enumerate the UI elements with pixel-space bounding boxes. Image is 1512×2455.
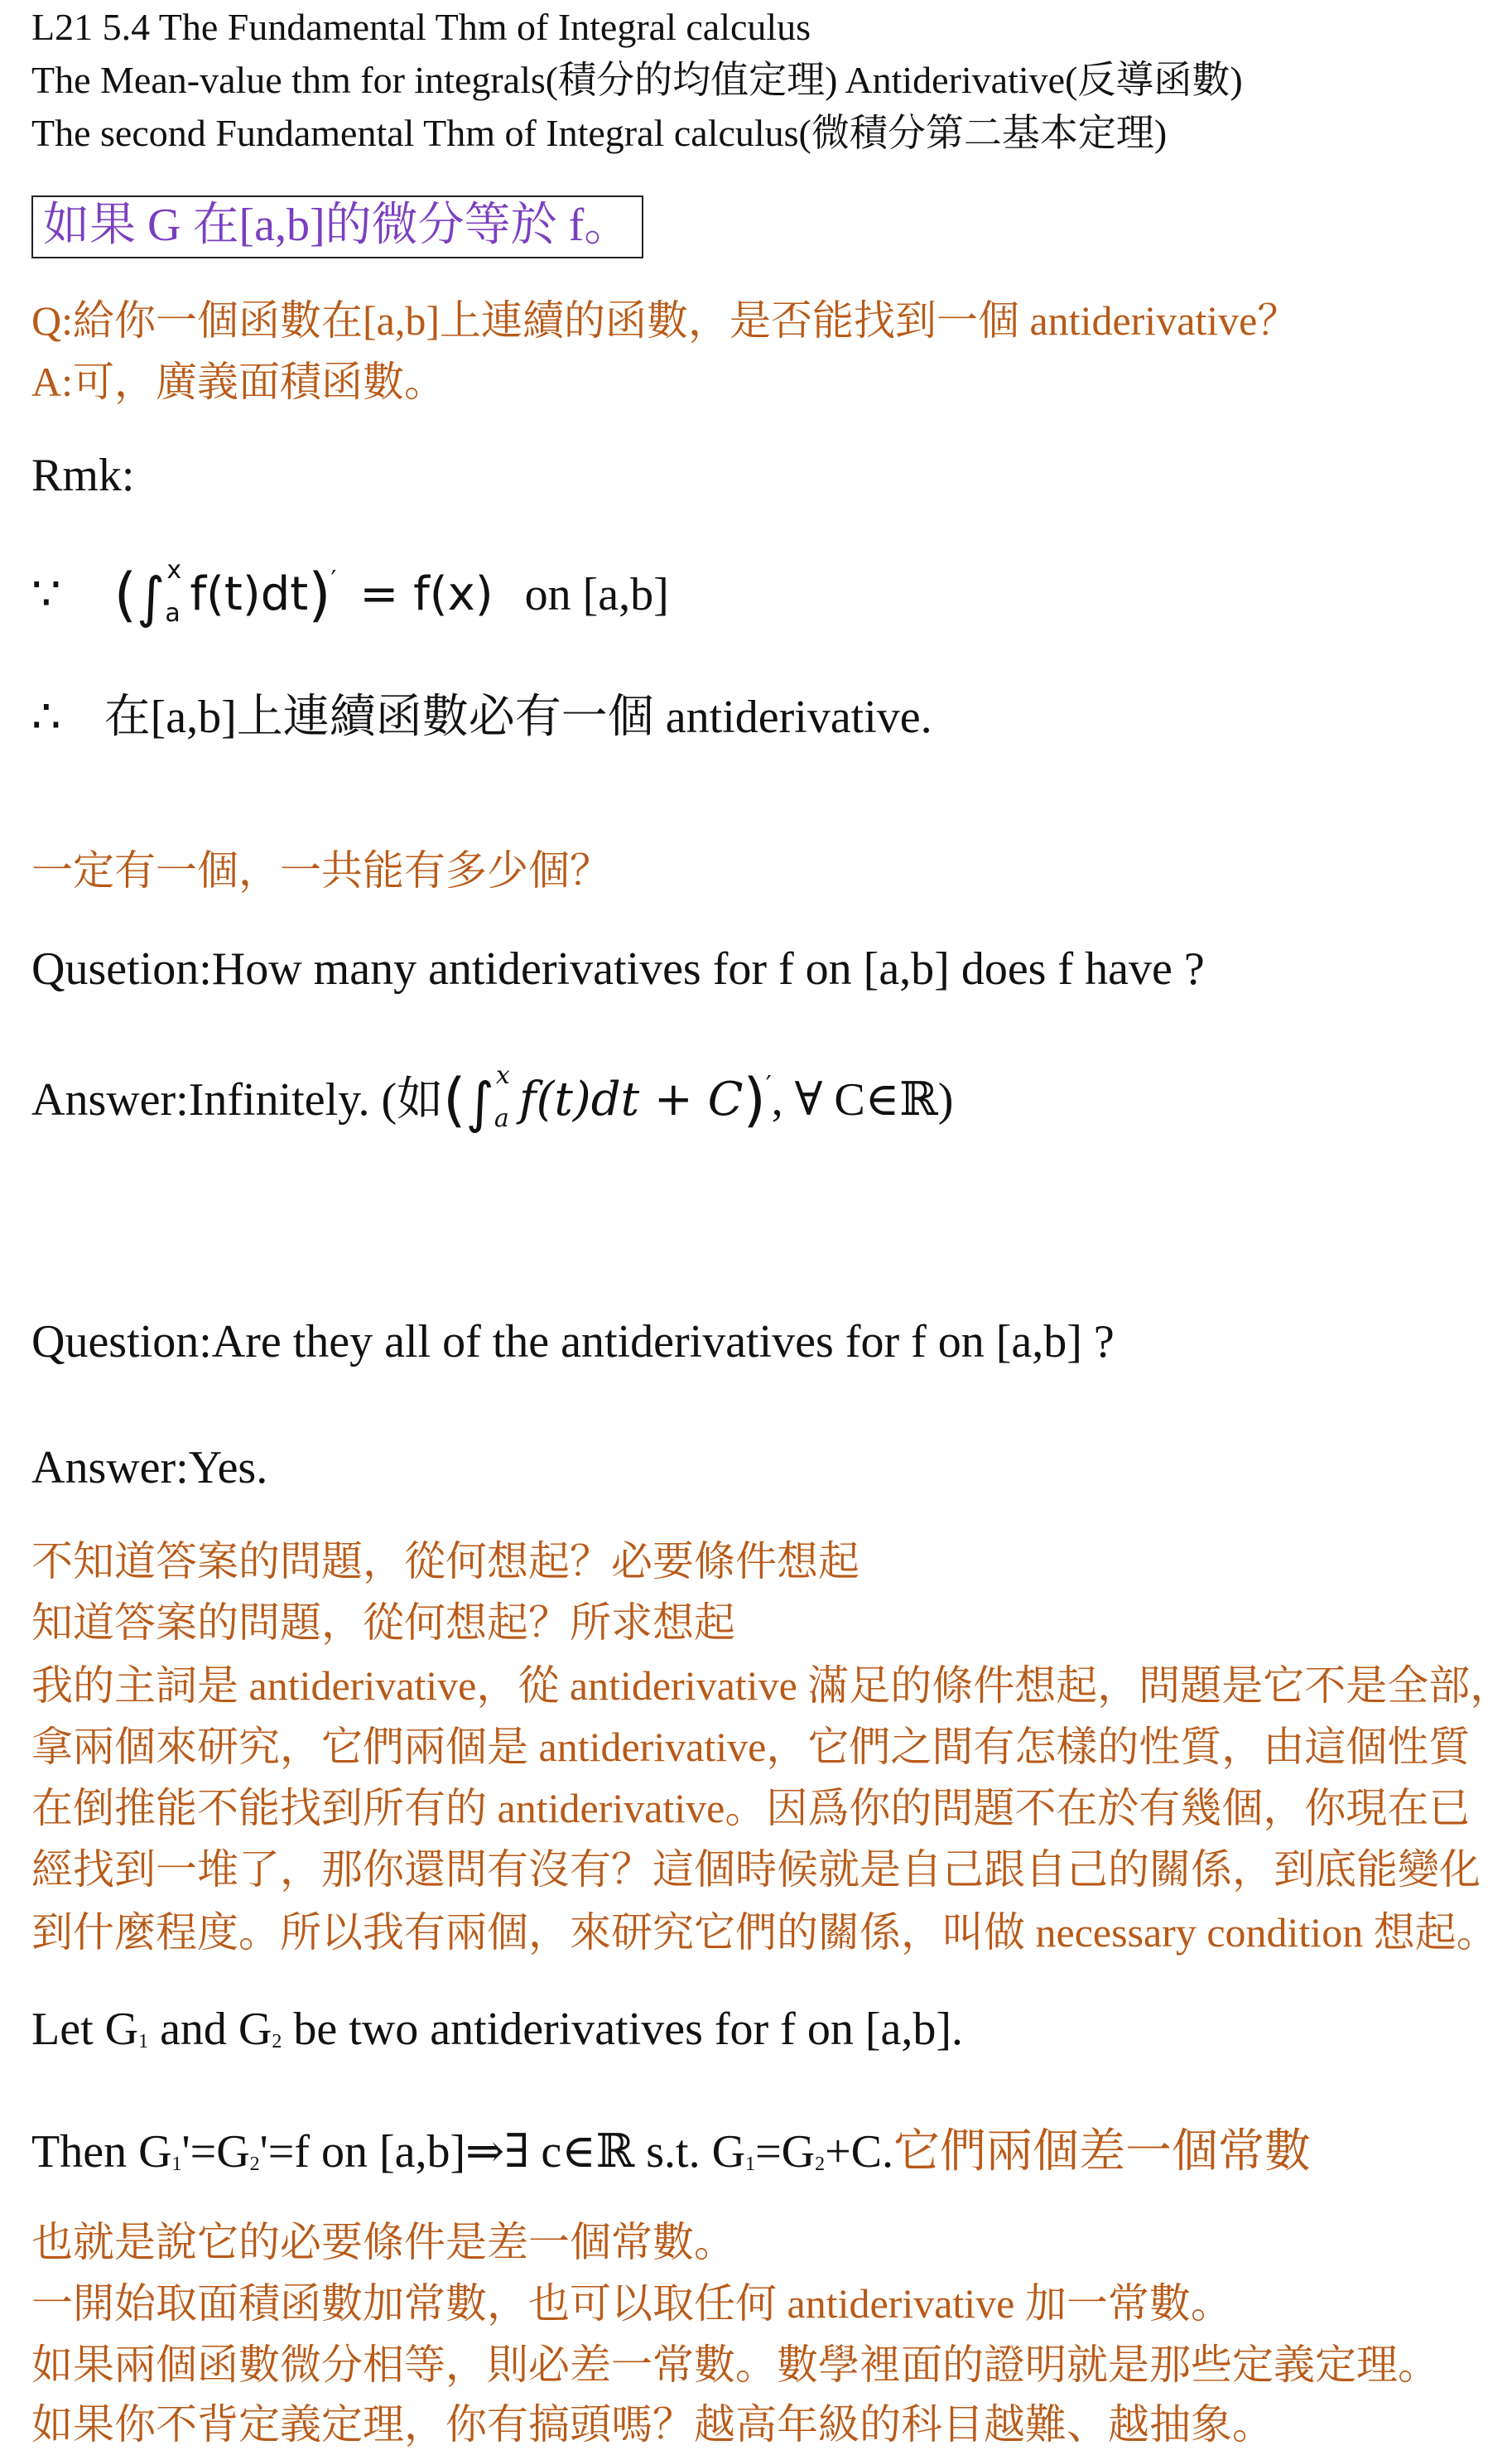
remark-label: Rmk: (31, 450, 135, 501)
answer-prefix: Answer:Infinitely. (如 (31, 1074, 444, 1126)
answer-infinitely: Answer:Infinitely. (如(∫ x a f(t)dt + C)′, ∀ C∈ℝ) (31, 1061, 954, 1135)
discussion-line: 知道答案的問題，從何想起？所求想起 (31, 1599, 735, 1646)
header-line-2: The Mean-value thm for integrals(積分的均值定理) Antiderivative(反導函數) (31, 59, 1243, 101)
because-symbol: ∵ (31, 569, 61, 620)
therefore-symbol: ∴ (31, 692, 61, 743)
closing-line: 一開始取面積函數加常數，也可以取任何 antiderivative 加一常數。 (31, 2280, 1232, 2327)
close-paren: ) (308, 561, 331, 629)
header-line-1: L21 5.4 The Fundamental Thm of Integral calculus (31, 6, 811, 48)
lower-limit: a (494, 1104, 509, 1133)
then-statement: Then G1'=G2'=f on [a,b]⇒∃ c∈ℝ s.t. G1=G2+C.它們兩個差一個常數 (31, 2126, 1312, 2178)
question-how-many: Qusetion:How many antiderivatives for f on [a,b] does f have ? (31, 943, 1205, 995)
discussion-line: 拿兩個來研究，它們兩個是 antiderivative，它們之間有怎樣的性質，由這個性質 (31, 1724, 1471, 1770)
prime-mark: ′ (765, 1071, 772, 1100)
prime-mark: ′ (330, 566, 337, 595)
boxed-definition-note: 如果 G 在[a,b]的微分等於 f。 (31, 195, 643, 258)
discussion-line: 不知道答案的問題，從何想起？必要條件想起 (31, 1538, 860, 1584)
equals-fx: = f(x) (359, 567, 494, 621)
closing-line: 也就是說它的必要條件是差一個常數。 (31, 2219, 735, 2265)
question-all-antiderivatives: Question:Are they all of the antiderivatives for f on [a,b] ? (31, 1316, 1115, 1367)
integral-sign: ∫ (136, 566, 166, 629)
constant-difference-note: 它們兩個差一個常數 (893, 2126, 1312, 2178)
interval-text: on [a,b] (524, 569, 669, 620)
lower-limit: a (165, 599, 181, 628)
answer-yes: Answer:Yes. (31, 1442, 268, 1493)
upper-limit: x (495, 1061, 510, 1090)
answer-area-function: A:可，廣義面積函數。 (31, 359, 445, 405)
open-paren: ( (113, 561, 137, 629)
closing-line: 如果兩個函數微分相等，則必差一常數。數學裡面的證明就是那些定義定理。 (31, 2342, 1439, 2388)
therefore-text: 在[a,b]上連續函數必有一個 antiderivative. (104, 692, 932, 743)
header-line-3: The second Fundamental Thm of Integral calculus(微積分第二基本定理) (31, 112, 1168, 154)
integral-sign: ∫ (465, 1071, 494, 1135)
discussion-line: 我的主詞是 antiderivative，從 antiderivative 滿足的條件想起，問題是它不是全部， (31, 1662, 1512, 1709)
discussion-line: 在倒推能不能找到所有的 antiderivative。因爲你的問題不在於有幾個，你現在已 (31, 1785, 1471, 1831)
upper-limit: x (166, 556, 182, 585)
discussion-line: 到什麼程度。所以我有兩個，來研究它們的關係，叫做 necessary condition 想起。 (31, 1909, 1498, 1956)
question-antiderivative-existence: Q:給你一個函數在[a,b]上連續的函數，是否能找到一個 antiderivative？ (31, 297, 1299, 344)
answer-suffix: , ∀ C∈ℝ) (771, 1074, 954, 1126)
therefore-line (31, 692, 932, 744)
integrand: f(t)dt (190, 567, 309, 621)
how-many-note: 一定有一個，一共能有多少個？ (31, 847, 611, 894)
discussion-line: 經找到一堆了，那你還問有沒有？這個時候就是自己跟自己的關係，到底能變化 (31, 1846, 1481, 1893)
let-statement: Let G1 and G2 be two antiderivatives for f on [a,b]. (31, 2004, 963, 2055)
because-equation (31, 556, 669, 629)
closing-line: 如果你不背定義定理，你有搞頭嗎？越高年級的科目越難、越抽象。 (31, 2401, 1274, 2448)
integrand-plus-c: f(t)dt + C (518, 1073, 744, 1126)
